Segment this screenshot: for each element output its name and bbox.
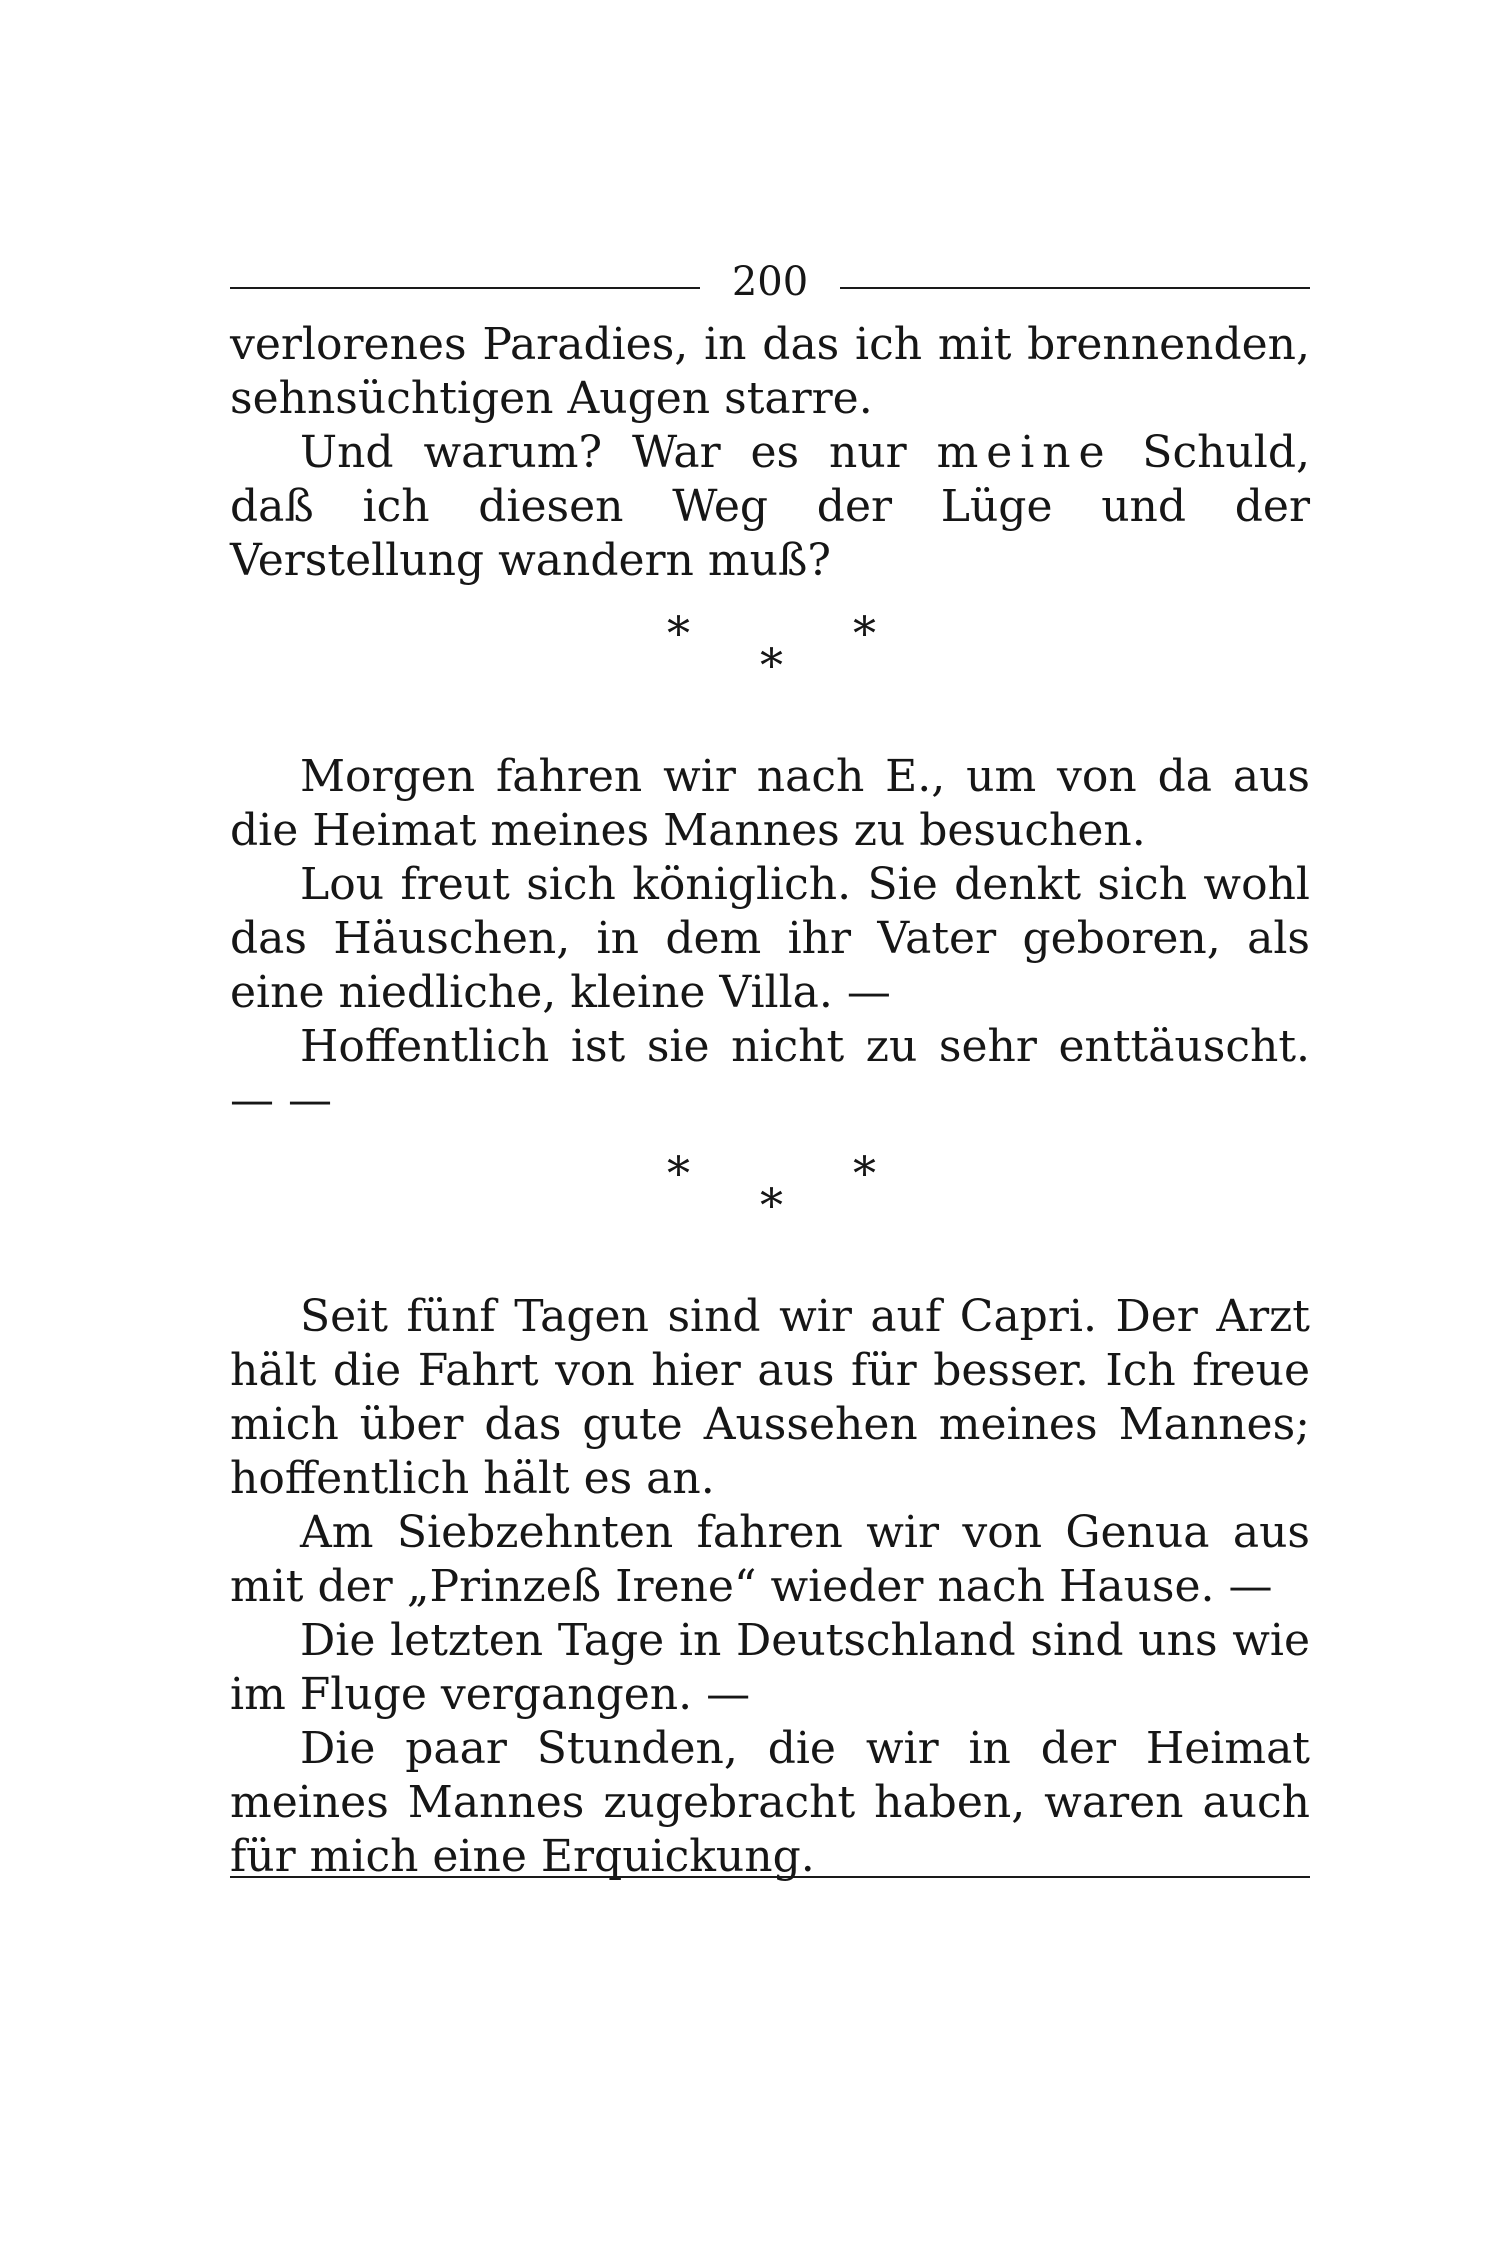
paragraph-6: Seit fünf Tagen sind wir auf Capri. Der Arzt hält die Fahrt von hier aus für besser. Ich freue mich über das gute Aussehen meines Mannes; hoffentlich hält es an. — [230, 1291, 1310, 1504]
paragraph-4: Lou freut sich königlich. Sie denkt sich wohl das Häuschen, in dem ihr Vater geboren, als eine niedliche, kleine Villa. — — [230, 859, 1310, 1018]
paragraph-5: Hoffentlich ist sie nicht zu sehr enttäuscht. — — — [230, 1021, 1310, 1126]
asterisk: * — [853, 1146, 876, 1200]
asterisk: * — [667, 606, 690, 660]
asterisk: * — [853, 606, 876, 660]
page-number: 200 — [731, 259, 809, 305]
paragraph-2-before: Und warum? War es nur — [300, 427, 937, 478]
asterisk: * — [760, 638, 783, 692]
header-rule-left — [230, 287, 700, 289]
section-break-1 — [230, 606, 1310, 692]
header-rule-right — [840, 287, 1310, 289]
asterisk: * — [667, 1146, 690, 1200]
paragraph-7: Am Siebzehnten fahren wir von Genua aus mit der „Prinzeß Irene“ wieder nach Hause. — — [230, 1507, 1310, 1612]
book-page — [230, 200, 1310, 2100]
paragraph-1: verlorenes Paradies, in das ich mit brennenden, sehnsüchtigen Augen starre. — [230, 319, 1310, 424]
footer-rule — [230, 1876, 1310, 1878]
page-header — [230, 235, 1310, 305]
paragraph-2-emphasis: meine — [936, 427, 1113, 478]
paragraph-9: Die paar Stunden, die wir in der Heimat meines Mannes zugebracht haben, waren auch für mich eine Erquickung. — [230, 1723, 1310, 1882]
paragraph-8: Die letzten Tage in Deutschland sind uns wie im Fluge vergangen. — — [230, 1615, 1310, 1720]
paragraph-2 — [230, 426, 1310, 588]
paragraph-3: Morgen fahren wir nach E., um von da aus die Heimat meines Mannes zu besuchen. — [230, 751, 1310, 856]
asterisk: * — [760, 1178, 783, 1232]
paragraph-2-after: Schuld, daß ich diesen Weg der Lüge und der Verstellung wandern muß? — [230, 427, 1310, 586]
section-break-2 — [230, 1146, 1310, 1232]
